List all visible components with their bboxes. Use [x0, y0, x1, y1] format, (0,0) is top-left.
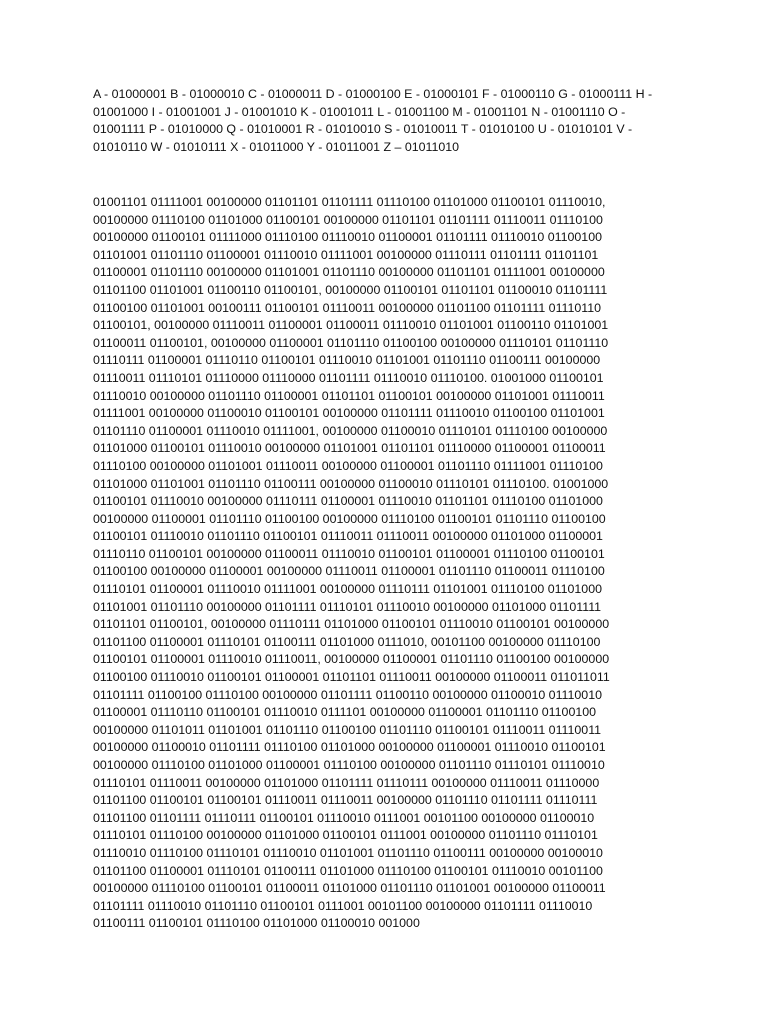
binary-line: 00100000 01100010 01101111 01110100 01101000 00100000 01100001 01110010 01100101: [93, 740, 606, 755]
binary-line: 01110010 00100000 01101110 01100001 01101101 01100101 00100000 01101001 01110011: [93, 388, 605, 403]
binary-line: 01100111 01100101 01110100 01101000 01100010 001000: [93, 916, 420, 931]
binary-line: 01100101 01100001 01110010 01110011, 00100000 01100001 01101110 01100100 00100000: [93, 652, 610, 667]
binary-line: 01100001 01110110 01100101 01110010 0111101 00100000 01100001 01101110 01100100: [93, 705, 597, 720]
binary-line: 01100101 01110010 01101110 01100101 01110011 01110011 00100000 01101000 01100001: [93, 529, 603, 544]
binary-line: 01101101 01100101, 00100000 01110111 01101000 01100101 01110010 01100101 00100000: [93, 617, 610, 632]
binary-line: 01101000 01100101 01110010 00100000 01101001 01101101 01110000 01100001 01100011: [93, 441, 606, 456]
binary-line: 01111001 00100000 01100010 01100101 00100000 01101111 01110010 01100100 01101001: [93, 406, 605, 421]
binary-line: 01101100 01100001 01110101 01100111 01101000 01110100 01100101 01110010 00101100: [93, 863, 603, 878]
binary-line: 01110101 01110011 00100000 01101000 01101111 01110111 00100000 01110011 01110000: [93, 775, 600, 790]
binary-alphabet-key: [93, 86, 683, 156]
binary-line: 01101100 01100101 01100101 01110011 01110011 00100000 01101110 01101111 01110111: [93, 793, 598, 808]
binary-line: 01110111 01100001 01110110 01100101 01110010 01101001 01101110 01100111 00100000: [93, 353, 601, 368]
binary-line: 01100011 01100101, 00100000 01100001 01101110 01100100 00100000 01110101 01101110: [93, 335, 609, 350]
binary-line: 00100000 01101011 01101001 01101110 01100100 01101110 01100101 01110011 01110011: [93, 722, 602, 737]
binary-line: 01110101 01110100 00100000 01101000 01100101 0111001 00100000 01101110 01110101: [93, 828, 598, 843]
binary-line: 00100000 01110100 01100101 01100011 01101000 01101110 01101001 00100000 01100011: [93, 881, 606, 896]
binary-line: 01100101 01110010 00100000 01110111 01100001 01110010 01101101 01110100 01101000: [93, 494, 603, 509]
binary-line: 00100000 01100101 01111000 01110100 01110010 01100001 01101111 01110010 01100100: [93, 230, 602, 245]
key-line: 01010110 W - 01010111 X - 01011000 Y - 01011001 Z – 01011010: [93, 139, 460, 154]
binary-line: 01101100 01101001 01100110 01100101, 00100000 01100101 01101101 01100010 01101111: [93, 282, 608, 297]
binary-line: 01101111 01100100 01110100 00100000 01101111 01100110 00100000 01100010 01110010: [93, 687, 602, 702]
binary-line: 01100100 01101001 00100111 01100101 01110011 00100000 01101100 01101111 01110110: [93, 300, 602, 315]
binary-line: 01110110 01100101 00100000 01100011 01110010 01100101 01100001 01110100 01100101: [93, 546, 605, 561]
binary-line: 00100000 01110100 01101000 01100001 01110100 00100000 01101110 01110101 01110010: [93, 758, 605, 772]
binary-line: 01101001 01101110 00100000 01101111 01110101 01110010 00100000 01101000 01101111: [93, 599, 602, 614]
binary-line: 01101001 01101110 01100001 01110010 01111001 00100000 01110111 01101111 01101101: [93, 247, 599, 262]
binary-line: 01101111 01110010 01101110 01100101 0111001 00101100 00100000 01101111 01110010: [93, 898, 593, 913]
binary-line: 01101100 01101111 01110111 01100101 01110010 0111001 00101100 00100000 01100010: [93, 810, 595, 825]
binary-line: 01101100 01100001 01110101 01100111 01101000 0111010, 00101100 00100000 01110100: [93, 634, 601, 649]
binary-line: 01110100 00100000 01101001 01110011 00100000 01100001 01101110 01111001 01110100: [93, 458, 603, 473]
binary-line: 01110101 01100001 01110010 01111001 00100000 01110111 01101001 01110100 01101000: [93, 582, 602, 597]
binary-line: 01100100 01110010 01100101 01100001 01101101 01110011 00100000 01100011 011011011: [93, 670, 610, 685]
binary-line: 01100100 00100000 01100001 00100000 01110011 01100001 01101110 01100011 01110100: [93, 564, 605, 579]
key-line: A - 01000001 B - 01000010 C - 01000011 D - 01000100 E - 01000101 F - 01000110 G - 01000111 H -: [93, 87, 653, 101]
key-line: 01001000 I - 01001001 J - 01001010 K - 01001011 L - 01001100 M - 01001101 N - 01001110 O -: [93, 104, 626, 119]
binary-line: 01101110 01100001 01110010 01111001, 00100000 01100010 01110101 01110100 00100000: [93, 423, 608, 438]
binary-line: 01110011 01110101 01110000 01110000 01101111 01110010 01110100. 01001000 01100101: [93, 370, 604, 385]
binary-line: 00100000 01110100 01101000 01100101 00100000 01101101 01101111 01110011 01110100: [93, 212, 603, 227]
key-line: 01001111 P - 01010000 Q - 01010001 R - 01010010 S - 01010011 T - 01010100 U - 01010101 V -: [93, 122, 633, 137]
binary-line: 01100001 01101110 00100000 01101001 01101110 00100000 01101101 01111001 00100000: [93, 265, 605, 280]
binary-line: 00100000 01100001 01101110 01100100 00100000 01110100 01100101 01101110 01100100: [93, 511, 606, 526]
binary-line: 01001101 01111001 00100000 01101101 01101111 01110100 01101000 01100101 01110010,: [93, 195, 606, 209]
binary-message: [93, 194, 683, 933]
binary-line: 01100101, 00100000 01110011 01100001 01100011 01110010 01101001 01100110 01101001: [93, 318, 609, 333]
binary-line: 01110010 01110100 01110101 01110010 01101001 01101110 01100111 00100000 00100010: [93, 845, 603, 860]
binary-line: 01101000 01101001 01101110 01100111 00100000 01100010 01110101 01110100. 01001000: [93, 476, 609, 491]
